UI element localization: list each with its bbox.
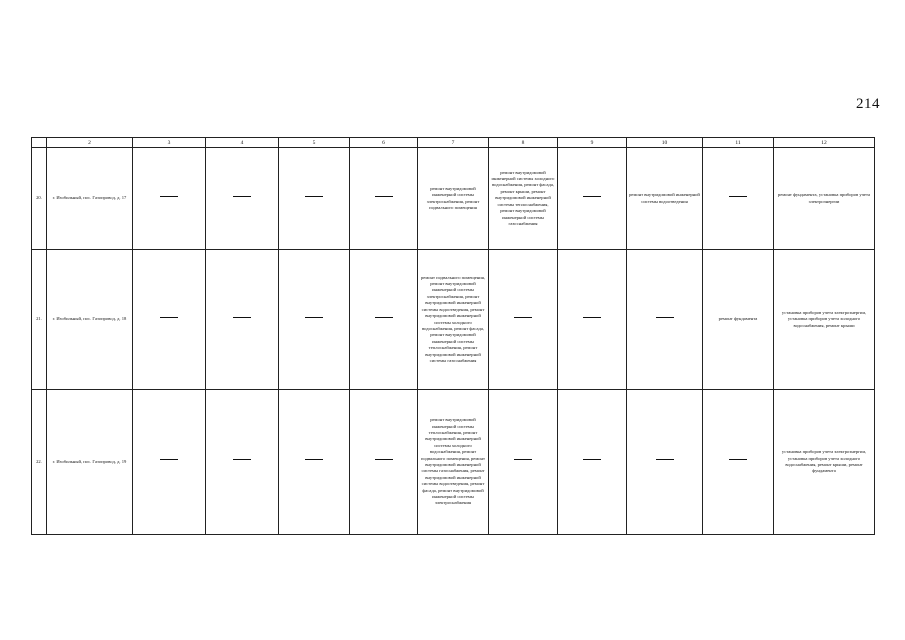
- row-number: 21.: [32, 250, 47, 390]
- column-header: 11: [703, 138, 774, 148]
- works-cell: ремонт внутридомовой инженерной системы водоотведения: [627, 148, 703, 250]
- dash-mark: [656, 459, 674, 460]
- row-number: 20.: [32, 148, 47, 250]
- works-cell: ремонт подвального помещения, ремонт внутридомовой инженерной системы электроснабжения, ремонт внутридомовой инженерной системы водоотведения, ремонт внутридомовой инженерной системы холодного водоснабжения, ремонт фасада, ремонт внутридомовой инженерной системы теплоснабжения, ремонт внутридомовой инженерной системы газоснабжения: [418, 250, 489, 390]
- empty-cell: [133, 148, 206, 250]
- empty-cell: [350, 250, 418, 390]
- dash-mark: [583, 196, 601, 197]
- works-cell: установка приборов учета электроэнергии, установка приборов учета холодного водоснабжения, ремонт крыши: [774, 250, 875, 390]
- empty-cell: [558, 390, 627, 535]
- dash-mark: [514, 459, 532, 460]
- empty-cell: [350, 148, 418, 250]
- column-header: 5: [279, 138, 350, 148]
- address-cell: г. Изобильный, пос. Газопровод, д. 17: [47, 148, 133, 250]
- address-cell: г. Изобильный, пос. Газопровод, д. 18: [47, 250, 133, 390]
- dash-mark: [375, 196, 393, 197]
- works-cell: установка приборов учета электроэнергии, установка приборов учета холодного водоснабжения, ремонт крыши, ремонт фундамента: [774, 390, 875, 535]
- empty-cell: [133, 250, 206, 390]
- dash-mark: [160, 459, 178, 460]
- dash-mark: [305, 459, 323, 460]
- empty-cell: [279, 390, 350, 535]
- works-cell: ремонт внутридомовой инженерной системы теплоснабжения, ремонт внутридомовой инженерной системы холодного водоснабжения, ремонт подвального помещения, ремонт внутридомовой инженерной системы газоснабжения, ремонт внутридомовой инженерной системы водоотведения, ремонт фасада, ремонт внутридомовой инженерной системы электроснабжения: [418, 390, 489, 535]
- dash-mark: [233, 196, 251, 197]
- empty-cell: [133, 390, 206, 535]
- column-header: 2: [47, 138, 133, 148]
- page-number: 214: [856, 96, 880, 112]
- dash-mark: [729, 196, 747, 197]
- column-header: [32, 138, 47, 148]
- empty-cell: [350, 390, 418, 535]
- table-row: [32, 390, 875, 535]
- empty-cell: [703, 148, 774, 250]
- empty-cell: [627, 390, 703, 535]
- table-row: [32, 148, 875, 250]
- empty-cell: [279, 148, 350, 250]
- dash-mark: [160, 196, 178, 197]
- empty-cell: [489, 250, 558, 390]
- dash-mark: [375, 317, 393, 318]
- column-header: 8: [489, 138, 558, 148]
- column-header: 7: [418, 138, 489, 148]
- dash-mark: [729, 459, 747, 460]
- dash-mark: [514, 317, 532, 318]
- column-number-row: [32, 138, 875, 148]
- address-cell: г. Изобильный, пос. Газопровод, д. 19: [47, 390, 133, 535]
- dash-mark: [656, 317, 674, 318]
- empty-cell: [489, 390, 558, 535]
- dash-mark: [305, 317, 323, 318]
- works-cell: ремонт фундамента, установка приборов учета электроэнергии: [774, 148, 875, 250]
- empty-cell: [206, 148, 279, 250]
- column-header: 6: [350, 138, 418, 148]
- empty-cell: [703, 390, 774, 535]
- column-header: 10: [627, 138, 703, 148]
- column-header: 3: [133, 138, 206, 148]
- table-row: [32, 250, 875, 390]
- dash-mark: [233, 317, 251, 318]
- column-header: 4: [206, 138, 279, 148]
- empty-cell: [206, 390, 279, 535]
- dash-mark: [160, 317, 178, 318]
- dash-mark: [233, 459, 251, 460]
- empty-cell: [206, 250, 279, 390]
- row-number: 22.: [32, 390, 47, 535]
- column-header: 9: [558, 138, 627, 148]
- works-cell: ремонт внутридомовой инженерной системы электроснабжения, ремонт подвального помещения: [418, 148, 489, 250]
- dash-mark: [583, 459, 601, 460]
- dash-mark: [305, 196, 323, 197]
- dash-mark: [583, 317, 601, 318]
- empty-cell: [558, 148, 627, 250]
- empty-cell: [627, 250, 703, 390]
- works-cell: ремонт внутридомовой инженерной системы холодного водоснабжения, ремонт фасада, ремонт крыши, ремонт внутридомовой инженерной системы теплоснабжения, ремонт внутридомовой инженерной системы газоснабжения: [489, 148, 558, 250]
- empty-cell: [279, 250, 350, 390]
- repair-schedule-table: [31, 137, 875, 535]
- works-cell: ремонт фундамента: [703, 250, 774, 390]
- empty-cell: [558, 250, 627, 390]
- column-header: 12: [774, 138, 875, 148]
- dash-mark: [375, 459, 393, 460]
